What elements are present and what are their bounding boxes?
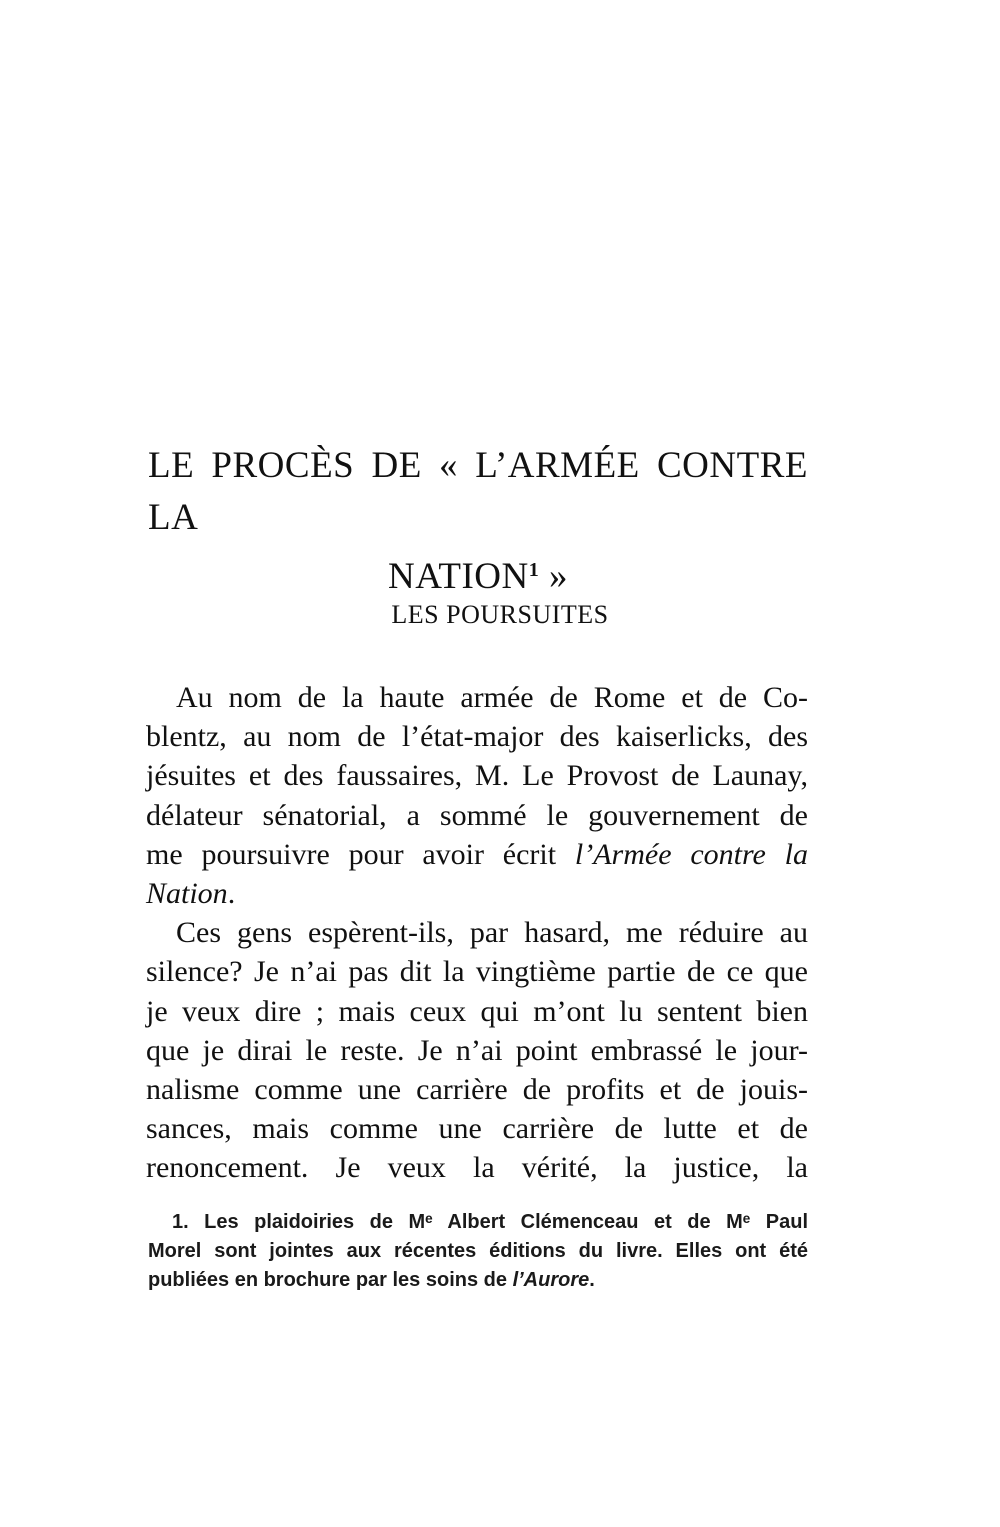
chapter-title-line-2 — [148, 544, 808, 603]
body-text — [146, 678, 808, 1187]
footnote-line: Morel sont jointes aux récentes éditions du livre. Elles ont été — [148, 1240, 808, 1262]
text-line: Ces gens espèrent-ils, par hasard, me réduire au — [176, 916, 808, 950]
italic-book-title: l’Armée contre la — [574, 837, 808, 871]
footnote-line — [148, 1266, 808, 1295]
footnote — [148, 1208, 808, 1295]
text-line: nalisme comme une carrière de profits et de jouis- — [146, 1072, 808, 1106]
paragraph-1 — [146, 678, 808, 913]
text-line — [146, 874, 808, 913]
closing-quote: » — [539, 556, 568, 597]
text-line: silence? Je n’ai pas dit la vingtième partie de ce que — [146, 955, 808, 989]
text-line: sances, mais comme une carrière de lutte et de — [146, 1112, 808, 1146]
footnote-segment: . — [589, 1269, 595, 1291]
chapter-title-word: NATION — [388, 556, 529, 597]
text-segment: me poursuivre pour avoir écrit — [146, 837, 575, 871]
footnote-segment: publiées en brochure par les soins de — [148, 1269, 513, 1291]
footnote-line: 1. Les plaidoiries de Mᵉ Albert Clémenceau et de Mᵉ Paul — [172, 1211, 808, 1233]
text-segment: . — [227, 876, 236, 910]
text-line: jésuites et des faussaires, M. Le Provost de Launay, — [146, 759, 808, 793]
text-line: Au nom de la haute armée de Rome et de Co- — [176, 681, 808, 714]
text-line: délateur sénatorial, a sommé le gouvernement de — [146, 798, 808, 832]
text-line — [146, 835, 808, 874]
italic-newspaper-title: l’Aurore — [512, 1269, 590, 1291]
text-line: blentz, au nom de l’état-major des kaiserlicks, des — [146, 720, 808, 754]
text-line: que je dirai le reste. Je n’ai point embrassé le jour- — [146, 1033, 808, 1067]
text-line: renoncement. Je veux la vérité, la justice, la — [146, 1151, 808, 1185]
section-subtitle: LES POURSUITES — [391, 600, 609, 629]
italic-book-title-end: Nation — [146, 876, 228, 910]
chapter-title-line-1: LE PROCÈS DE « L’ARMÉE CONTRE LA — [148, 445, 808, 538]
footnote-marker: 1 — [528, 559, 540, 581]
chapter-title — [148, 440, 808, 603]
text-line: je veux dire ; mais ceux qui m’ont lu sentent bien — [146, 994, 808, 1028]
paragraph-2 — [146, 913, 808, 1187]
